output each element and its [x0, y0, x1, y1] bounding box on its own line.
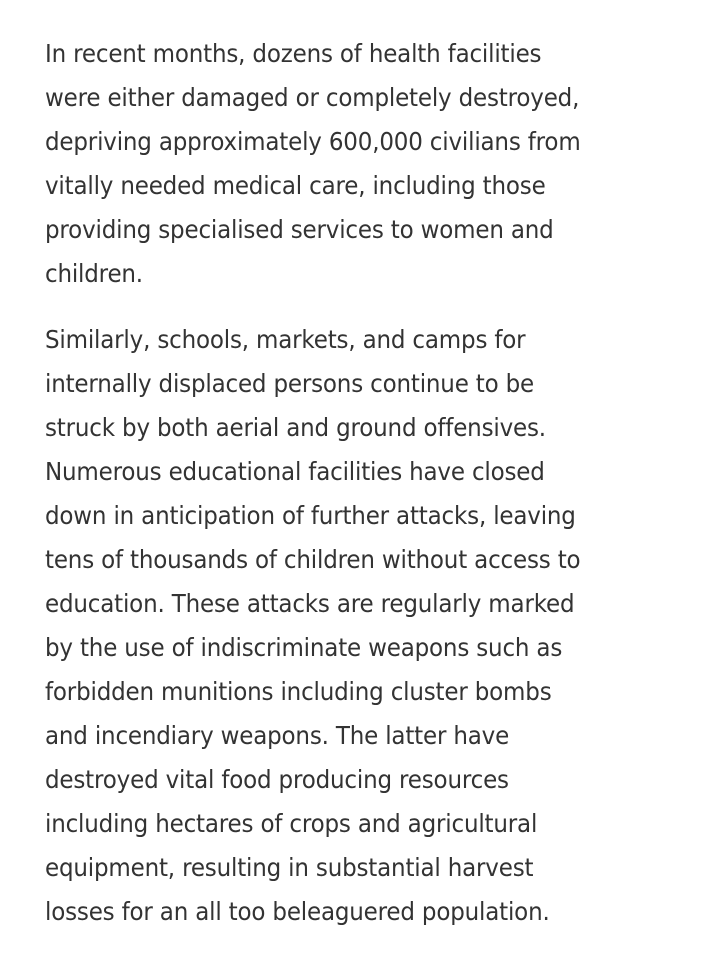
paragraph-schools-markets-camps: Similarly, schools, markets, and camps for internally displaced persons continue to be struck by both aerial and ground offensives. Numerous educational facilities have closed down in anticipation of further attacks, leaving tens of thousands of children without access to education. These attacks are regularly marked by the use of indiscriminate weapons such as forbidden munitions including cluster bombs and incendiary weapons. The latter have destroyed vital food producing resources including hectares of crops and agricultural equipment, resulting in substantial harvest losses for an all too beleaguered population. [45, 325, 581, 926]
paragraph-health-facilities: In recent months, dozens of health facilities were either damaged or completely destroyed, depriving approximately 600,000 civilians from vitally needed medical care, including those providing specialised services to women and children. [45, 39, 581, 288]
